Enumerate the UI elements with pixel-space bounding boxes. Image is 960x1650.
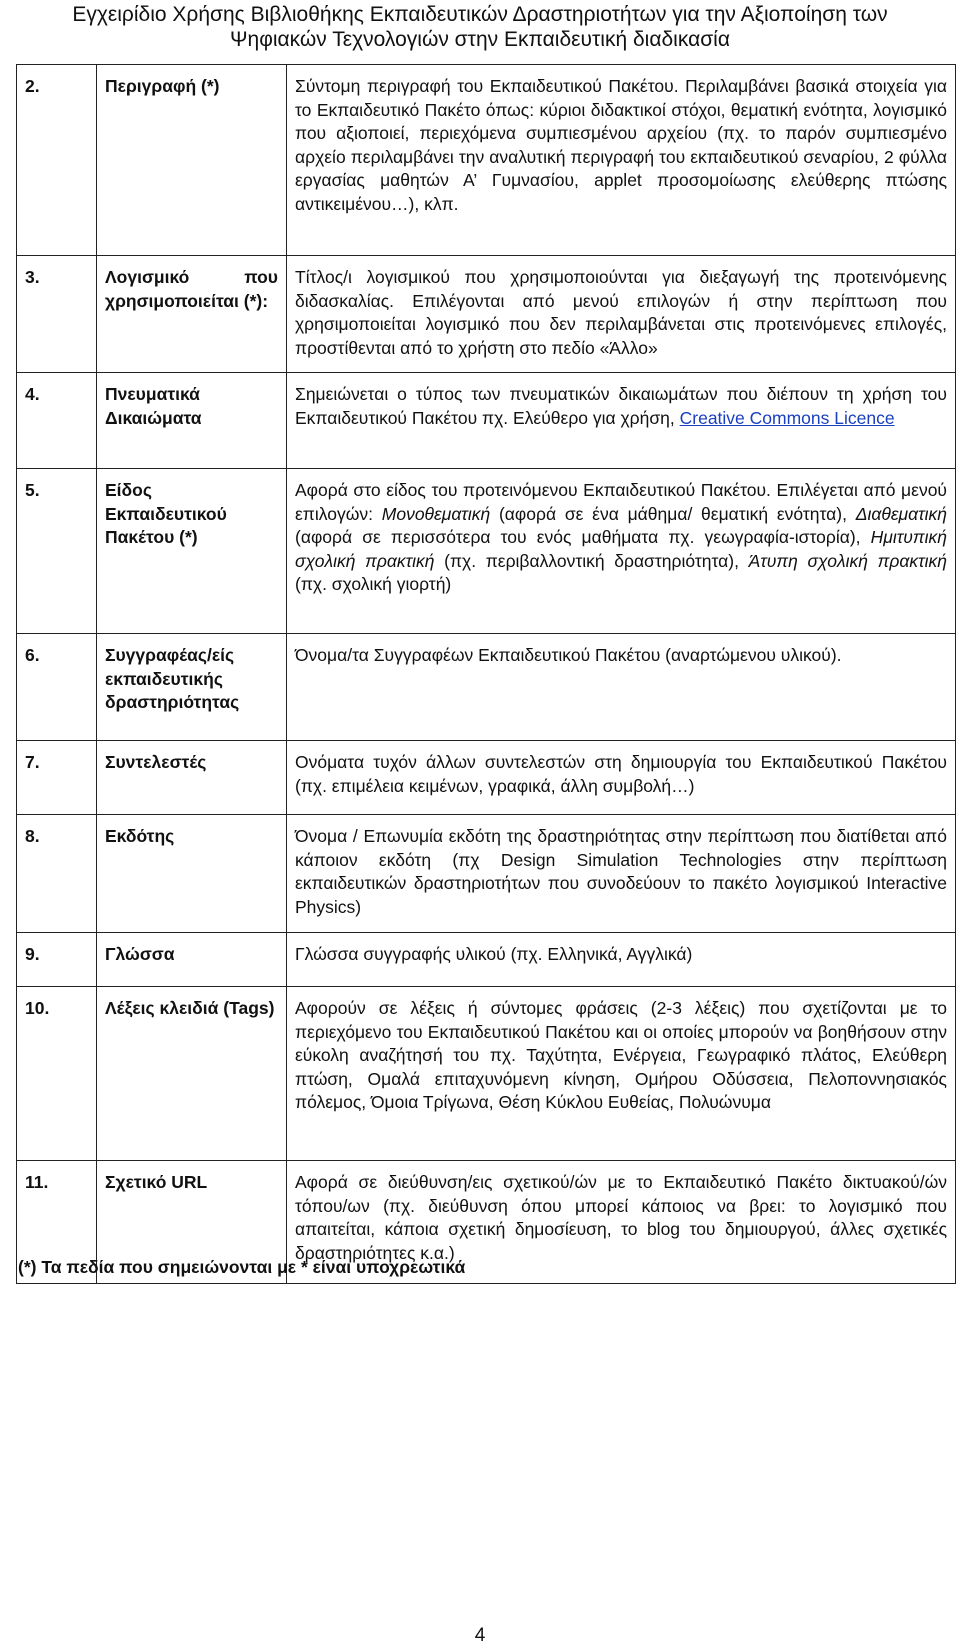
row-number: 8. [17, 815, 97, 933]
row-number: 5. [17, 469, 97, 634]
field-label: Γλώσσα [97, 933, 287, 987]
field-description: Αφορούν σε λέξεις ή σύντομες φράσεις (2-3 λέξεις) που σχετίζονται με το περιεχόμενο του Εκπαιδευτικού Πακέτου και οι οποίες μπορούν να βοηθήσουν στην εύκολη αναζήτησή του πχ. Ταχύτητα, Ενέργεια, Γεωγραφικό πλάτος, Ελεύθερη πτώση, Ομαλά επιταχυνόμενη κίνηση, Ομήρου Οδύσσεια, Πελοποννησιακός πόλεμος, Όμοια Τρίγωνα, Θέση Κύκλου Ευθείας, Πολυώνυμα [287, 987, 956, 1161]
description-text: (αφορά σε περισσότερα του ενός μαθήματα πχ. γεωγραφία-ιστορία), [295, 527, 871, 547]
row-number: 10. [17, 987, 97, 1161]
italic-term: Ημιτυπική σχολική πρακτική [295, 527, 947, 571]
description-text: (αφορά σε ένα μάθημα/ θεματική ενότητα), [490, 503, 856, 524]
table-row [17, 469, 956, 634]
field-description: Ονόματα τυχόν άλλων συντελεστών στη δημιουργία του Εκπαιδευτικού Πακέτου (πχ. επιμέλεια κειμένων, γραφικά, άλλη συμβολή…) [287, 741, 956, 815]
field-description [287, 469, 956, 634]
table-row [17, 373, 956, 469]
description-text: Σημειώνεται ο τύπος των πνευματικών δικαιωμάτων που διέπουν τη χρήση του Εκπαιδευτικού Πακέτου πχ. Ελεύθερο για χρήση, [295, 384, 947, 428]
row-number: 6. [17, 634, 97, 741]
field-label: Εκδότης [97, 815, 287, 933]
fields-table [16, 64, 956, 1284]
italic-term: Άτυπη σχολική πρακτική [748, 550, 947, 571]
header-line-1: Εγχειρίδιο Χρήσης Βιβλιοθήκης Εκπαιδευτικών Δραστηριοτήτων για την Αξιοποίηση των [72, 3, 888, 26]
field-description: Όνομα/τα Συγγραφέων Εκπαιδευτικού Πακέτου (αναρτώμενου υλικού). [287, 634, 956, 741]
table-row [17, 65, 956, 256]
description-text: (πχ. σχολική γιορτή) [295, 574, 452, 594]
field-label: Πνευματικά Δικαιώματα [97, 373, 287, 469]
field-label: Συντελεστές [97, 741, 287, 815]
table-row [17, 741, 956, 815]
row-number: 3. [17, 256, 97, 373]
table-row [17, 933, 956, 987]
field-label: Περιγραφή (*) [97, 65, 287, 256]
table-row [17, 987, 956, 1161]
field-description: Αφορά σε διεύθυνση/εις σχετικού/ών με το Εκπαιδευτικό Πακέτο δικτυακού/ών τόπου/ων (πχ. διεύθυνση όπου μπορεί κάποιος να βρει: το λογισμικό που απαιτείται, κάποια σχετική δημοσίευση, το blog του δημιουργού, άλλες σχετικές δραστηριότητες κ.α.) [287, 1161, 956, 1284]
row-number: 7. [17, 741, 97, 815]
description-text: (πχ. περιβαλλοντική δραστηριότητα), [434, 550, 749, 571]
creative-commons-link[interactable]: Creative Commons Licence [679, 407, 895, 428]
field-label: Συγγραφέας/είς εκπαιδευτικής δραστηριότητας [97, 634, 287, 741]
description-text: Αφορά στο είδος του προτεινόμενου Εκπαιδευτικού Πακέτου. Επιλέγεται από μενού επιλογών: [295, 480, 947, 524]
document-header [20, 0, 940, 52]
row-number: 2. [17, 65, 97, 256]
field-description: Τίτλος/ι λογισμικού που χρησιμοποιούνται για διεξαγωγή της προτεινόμενης διδασκαλίας. Επιλέγονται από μενού επιλογών ή στην περίπτωση που χρησιμοποιείται λογισμικό που δεν περιλαμβάνεται στις προτεινόμενες επιλογές, προστίθενται από το χρήστη στο πεδίο «Άλλο» [287, 256, 956, 373]
row-number: 4. [17, 373, 97, 469]
row-number: 9. [17, 933, 97, 987]
field-label: Λέξεις κλειδιά (Tags) [97, 987, 287, 1161]
required-fields-footnote: (*) Τα πεδία που σημειώνονται με * είναι υποχρεωτικά [18, 1257, 466, 1277]
field-description: Όνομα / Επωνυμία εκδότη της δραστηριότητας στην περίπτωση που διατίθεται από κάποιον εκδότη (πχ Design Simulation Technologies στην περίπτωση εκπαιδευτικών δραστηριοτήτων που συνοδεύουν το πακέτο λογισμικού Interactive Physics) [287, 815, 956, 933]
field-description: Σύντομη περιγραφή του Εκπαιδευτικού Πακέτου. Περιλαμβάνει βασικά στοιχεία για το Εκπαιδευτικό Πακέτο όπως: κύριοι διδακτικοί στόχοι, θεματική ενότητα, λογισμικό που αξιοποιεί, περιεχόμενα συμπιεσμένου αρχείου (πχ. το παρόν συμπιεσμένο αρχείο περιλαμβάνει την αναλυτική περιγραφή του εκπαιδευτικού σεναρίου, 2 φύλλα εργασίας μαθητών Α’ Γυμνασίου, applet προσομοίωσης ελεύθερης πτώσης αντικειμένου…), κλπ. [287, 65, 956, 256]
header-line-2: Ψηφιακών Τεχνολογιών στην Εκπαιδευτική διαδικασία [230, 28, 730, 51]
italic-term: Μονοθεματική [381, 503, 491, 524]
page-number: 4 [474, 1625, 486, 1646]
field-description [287, 373, 956, 469]
field-label: Σχετικό URL [97, 1161, 287, 1284]
table-row [17, 634, 956, 741]
italic-term: Διαθεματική [855, 503, 947, 524]
field-label: Λογισμικό που χρησιμοποιείται (*): [97, 256, 287, 373]
table-row [17, 815, 956, 933]
field-description: Γλώσσα συγγραφής υλικού (πχ. Ελληνικά, Αγγλικά) [287, 933, 956, 987]
row-number: 11. [17, 1161, 97, 1284]
field-label: Είδος Εκπαιδευτικού Πακέτου (*) [97, 469, 287, 634]
table-row [17, 256, 956, 373]
